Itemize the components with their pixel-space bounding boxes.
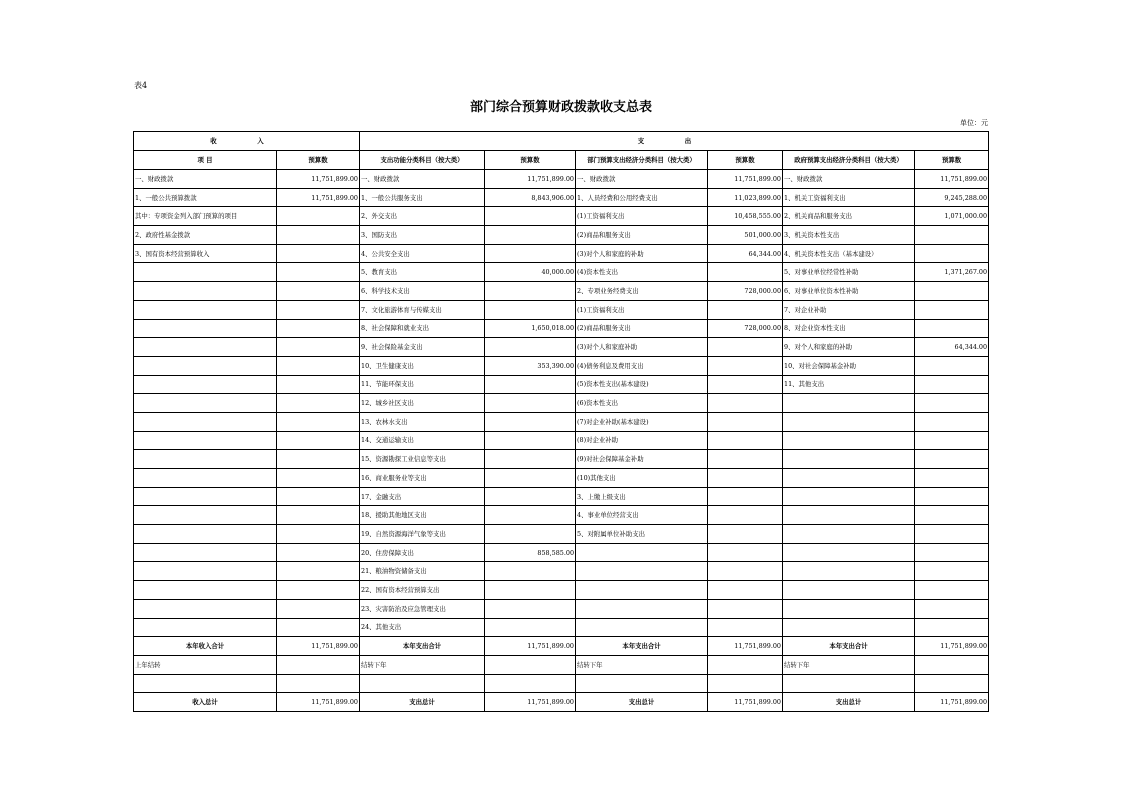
amount-cell	[708, 263, 783, 282]
amount-cell	[915, 543, 989, 562]
amount-cell	[485, 450, 576, 469]
table-row	[134, 188, 989, 207]
item-cell: (1)工资福利支出	[576, 300, 708, 319]
table-row	[134, 487, 989, 506]
column-header: 预算数	[485, 151, 576, 170]
amount-cell	[915, 618, 989, 637]
table-row	[134, 394, 989, 413]
amount-cell	[277, 599, 360, 618]
amount-cell: 11,751,899.00	[915, 693, 989, 712]
item-cell	[134, 394, 277, 413]
table-row	[134, 431, 989, 450]
amount-cell	[277, 244, 360, 263]
amount-cell	[708, 655, 783, 674]
item-cell: 本年收入合计	[134, 637, 277, 656]
table-row	[134, 375, 989, 394]
item-cell: 2、机关商品和服务支出	[783, 207, 915, 226]
amount-cell: 11,751,899.00	[708, 637, 783, 656]
amount-cell	[485, 207, 576, 226]
amount-cell: 11,751,899.00	[277, 637, 360, 656]
item-cell: 14、交通运输支出	[360, 431, 485, 450]
table-row	[134, 356, 989, 375]
table-row	[134, 207, 989, 226]
amount-cell: 501,000.00	[708, 226, 783, 245]
item-cell: 6、科学技术支出	[360, 282, 485, 301]
column-header: 预算数	[915, 151, 989, 170]
item-cell: (10)其他支出	[576, 469, 708, 488]
table-row	[134, 244, 989, 263]
item-cell: 22、国有资本经营预算支出	[360, 581, 485, 600]
item-cell: 其中：专项资金列入部门预算的项目	[134, 207, 277, 226]
amount-cell	[708, 356, 783, 375]
table-row	[134, 469, 989, 488]
table-row	[134, 562, 989, 581]
amount-cell	[915, 282, 989, 301]
item-cell: 3、国有资本经营预算收入	[134, 244, 277, 263]
item-cell	[134, 282, 277, 301]
amount-cell	[485, 655, 576, 674]
item-cell	[134, 487, 277, 506]
item-cell	[783, 599, 915, 618]
amount-cell: 11,751,899.00	[708, 170, 783, 189]
item-cell: 7、对企业补助	[783, 300, 915, 319]
item-cell: (4)债务利息及费用支出	[576, 356, 708, 375]
item-cell	[783, 581, 915, 600]
item-cell	[134, 263, 277, 282]
table-row	[134, 450, 989, 469]
amount-cell: 1,650,018.00	[485, 319, 576, 338]
amount-cell: 64,344.00	[708, 244, 783, 263]
amount-cell	[915, 226, 989, 245]
item-cell	[134, 431, 277, 450]
amount-cell	[485, 618, 576, 637]
amount-cell	[708, 543, 783, 562]
amount-cell: 11,751,899.00	[485, 170, 576, 189]
item-cell: (2)商品和服务支出	[576, 226, 708, 245]
year-total-row	[134, 637, 989, 656]
amount-cell	[915, 487, 989, 506]
amount-cell	[708, 618, 783, 637]
amount-cell	[708, 581, 783, 600]
amount-cell	[485, 562, 576, 581]
amount-cell	[277, 394, 360, 413]
item-cell: 8、对企业资本性支出	[783, 319, 915, 338]
amount-cell	[485, 487, 576, 506]
amount-cell	[708, 525, 783, 544]
amount-cell: 728,000.00	[708, 319, 783, 338]
amount-cell: 11,751,899.00	[915, 637, 989, 656]
item-cell: 本年支出合计	[783, 637, 915, 656]
amount-cell: 11,751,899.00	[277, 170, 360, 189]
item-cell: 2、专项业务经费支出	[576, 282, 708, 301]
item-cell: 15、资源勘探工业信息等支出	[360, 450, 485, 469]
amount-cell	[277, 375, 360, 394]
amount-cell	[915, 431, 989, 450]
item-cell: 收入总计	[134, 693, 277, 712]
item-cell	[576, 543, 708, 562]
item-cell	[134, 469, 277, 488]
amount-cell	[485, 282, 576, 301]
item-cell: 23、灾害防治及应急管理支出	[360, 599, 485, 618]
amount-cell	[277, 543, 360, 562]
table-row	[134, 170, 989, 189]
item-cell: 2、外交支出	[360, 207, 485, 226]
amount-cell: 11,751,899.00	[277, 693, 360, 712]
item-cell: 1、人员经费和公用经费支出	[576, 188, 708, 207]
amount-cell: 40,000.00	[485, 263, 576, 282]
amount-cell	[485, 338, 576, 357]
expense-section-header: 支 出	[360, 132, 989, 151]
amount-cell: 11,751,899.00	[485, 693, 576, 712]
amount-cell	[708, 300, 783, 319]
table-row	[134, 263, 989, 282]
table-row	[134, 506, 989, 525]
item-cell	[134, 319, 277, 338]
amount-cell: 11,751,899.00	[485, 637, 576, 656]
amount-cell	[915, 244, 989, 263]
item-cell: (1)工资福利支出	[576, 207, 708, 226]
empty-cell	[783, 674, 915, 693]
amount-cell: 8,843,906.00	[485, 188, 576, 207]
amount-cell	[485, 525, 576, 544]
item-cell: 一、财政拨款	[576, 170, 708, 189]
amount-cell: 11,751,899.00	[277, 188, 360, 207]
amount-cell	[277, 618, 360, 637]
item-cell: 11、其他支出	[783, 375, 915, 394]
item-cell: 支出总计	[360, 693, 485, 712]
amount-cell	[485, 581, 576, 600]
item-cell: (9)对社会保障基金补助	[576, 450, 708, 469]
table-row	[134, 543, 989, 562]
amount-cell	[485, 226, 576, 245]
item-cell: 2、政府性基金拨款	[134, 226, 277, 245]
item-cell: 3、机关资本性支出	[783, 226, 915, 245]
amount-cell	[915, 375, 989, 394]
item-cell	[134, 506, 277, 525]
amount-cell	[915, 506, 989, 525]
item-cell: 18、援助其他地区支出	[360, 506, 485, 525]
item-cell: 9、社会保险基金支出	[360, 338, 485, 357]
item-cell: (3)对个人和家庭的补助	[576, 244, 708, 263]
amount-cell: 858,585.00	[485, 543, 576, 562]
amount-cell	[277, 506, 360, 525]
amount-cell	[708, 431, 783, 450]
item-cell: 16、商业服务业等支出	[360, 469, 485, 488]
item-cell: 17、金融支出	[360, 487, 485, 506]
amount-cell	[277, 655, 360, 674]
income-section-header: 收 入	[134, 132, 360, 151]
item-cell	[134, 300, 277, 319]
item-cell: 4、机关资本性支出（基本建设）	[783, 244, 915, 263]
item-cell: (2)商品和服务支出	[576, 319, 708, 338]
item-cell: 本年支出合计	[576, 637, 708, 656]
item-cell: 19、自然资源海洋气象等支出	[360, 525, 485, 544]
column-header: 预算数	[277, 151, 360, 170]
carry-over-row	[134, 655, 989, 674]
column-header: 项 目	[134, 151, 277, 170]
empty-cell	[576, 674, 708, 693]
amount-cell	[915, 394, 989, 413]
item-cell	[783, 618, 915, 637]
amount-cell: 728,000.00	[708, 282, 783, 301]
item-cell	[576, 562, 708, 581]
empty-cell	[485, 674, 576, 693]
amount-cell	[277, 487, 360, 506]
amount-cell	[915, 412, 989, 431]
amount-cell	[708, 506, 783, 525]
page-title: 部门综合预算财政拨款收支总表	[469, 100, 652, 115]
amount-cell	[485, 506, 576, 525]
amount-cell	[277, 525, 360, 544]
item-cell	[134, 412, 277, 431]
item-cell	[783, 562, 915, 581]
item-cell: 5、教育支出	[360, 263, 485, 282]
item-cell: 1、一般公共预算拨款	[134, 188, 277, 207]
item-cell: 一、财政拨款	[134, 170, 277, 189]
item-cell	[134, 581, 277, 600]
item-cell: 1、机关工资福利支出	[783, 188, 915, 207]
amount-cell: 64,344.00	[915, 338, 989, 357]
empty-cell	[360, 674, 485, 693]
amount-cell	[708, 375, 783, 394]
table-row	[134, 338, 989, 357]
item-cell: (5)资本性支出(基本建设)	[576, 375, 708, 394]
item-cell: 3、上缴上级支出	[576, 487, 708, 506]
table-row	[134, 581, 989, 600]
item-cell: 11、节能环保支出	[360, 375, 485, 394]
amount-cell	[277, 282, 360, 301]
item-cell: 24、其他支出	[360, 618, 485, 637]
item-cell: (8)对企业补助	[576, 431, 708, 450]
item-cell: 5、对附属单位补助支出	[576, 525, 708, 544]
item-cell: 12、城乡社区支出	[360, 394, 485, 413]
item-cell	[576, 599, 708, 618]
item-cell	[783, 525, 915, 544]
table-row	[134, 282, 989, 301]
empty-cell	[277, 674, 360, 693]
amount-cell	[915, 356, 989, 375]
item-cell: 本年支出合计	[360, 637, 485, 656]
amount-cell	[277, 356, 360, 375]
amount-cell	[915, 562, 989, 581]
empty-cell	[915, 674, 989, 693]
amount-cell	[277, 562, 360, 581]
amount-cell	[485, 599, 576, 618]
amount-cell	[915, 300, 989, 319]
column-header: 支出功能分类科目（按大类）	[360, 151, 485, 170]
amount-cell: 353,390.00	[485, 356, 576, 375]
table-row	[134, 412, 989, 431]
section-header-row	[134, 132, 989, 151]
item-cell	[576, 618, 708, 637]
empty-cell	[134, 674, 277, 693]
amount-cell	[915, 525, 989, 544]
amount-cell	[277, 431, 360, 450]
item-cell: 支出总计	[783, 693, 915, 712]
item-cell	[783, 543, 915, 562]
amount-cell	[915, 450, 989, 469]
item-cell: (6)资本性支出	[576, 394, 708, 413]
item-cell: 结转下年	[576, 655, 708, 674]
item-cell: 结转下年	[360, 655, 485, 674]
item-cell: 10、卫生健康支出	[360, 356, 485, 375]
item-cell	[576, 581, 708, 600]
amount-cell	[915, 581, 989, 600]
item-cell	[783, 412, 915, 431]
column-header-row	[134, 151, 989, 170]
budget-table	[133, 131, 989, 712]
amount-cell	[485, 300, 576, 319]
table-number-label: 表4	[134, 81, 148, 90]
item-cell: (7)对企业补助(基本建设)	[576, 412, 708, 431]
item-cell: 4、事业单位经营支出	[576, 506, 708, 525]
table-row	[134, 300, 989, 319]
amount-cell: 1,371,267.00	[915, 263, 989, 282]
amount-cell: 11,023,899.00	[708, 188, 783, 207]
amount-cell	[277, 263, 360, 282]
item-cell: 7、文化旅游体育与传媒支出	[360, 300, 485, 319]
item-cell: 20、住房保障支出	[360, 543, 485, 562]
amount-cell	[485, 469, 576, 488]
grand-total-row	[134, 693, 989, 712]
table-row	[134, 319, 989, 338]
item-cell: (3)对个人和家庭补助	[576, 338, 708, 357]
item-cell: 6、对事业单位资本性补助	[783, 282, 915, 301]
amount-cell	[708, 487, 783, 506]
item-cell: (4)资本性支出	[576, 263, 708, 282]
item-cell	[134, 599, 277, 618]
spacer-row	[134, 674, 989, 693]
item-cell: 8、社会保障和就业支出	[360, 319, 485, 338]
table-row	[134, 618, 989, 637]
item-cell	[134, 338, 277, 357]
amount-cell	[485, 375, 576, 394]
amount-cell	[277, 338, 360, 357]
amount-cell	[915, 319, 989, 338]
item-cell	[783, 506, 915, 525]
item-cell: 10、对社会保障基金补助	[783, 356, 915, 375]
amount-cell	[485, 394, 576, 413]
amount-cell	[915, 655, 989, 674]
amount-cell: 11,751,899.00	[708, 693, 783, 712]
item-cell: 1、一般公共服务支出	[360, 188, 485, 207]
amount-cell	[915, 599, 989, 618]
amount-cell	[708, 394, 783, 413]
item-cell	[134, 562, 277, 581]
amount-cell	[277, 581, 360, 600]
amount-cell	[708, 412, 783, 431]
amount-cell	[485, 244, 576, 263]
item-cell	[134, 618, 277, 637]
item-cell: 13、农林水支出	[360, 412, 485, 431]
amount-cell	[277, 226, 360, 245]
amount-cell	[277, 319, 360, 338]
item-cell	[134, 375, 277, 394]
column-header: 预算数	[708, 151, 783, 170]
amount-cell	[708, 338, 783, 357]
item-cell	[783, 469, 915, 488]
amount-cell	[277, 412, 360, 431]
table-row	[134, 599, 989, 618]
amount-cell	[277, 450, 360, 469]
item-cell: 5、对事业单位经常性补助	[783, 263, 915, 282]
item-cell	[134, 450, 277, 469]
item-cell: 一、财政拨款	[783, 170, 915, 189]
column-header: 政府预算支出经济分类科目（按大类）	[783, 151, 915, 170]
item-cell	[783, 450, 915, 469]
amount-cell	[708, 599, 783, 618]
column-header: 部门预算支出经济分类科目（按大类）	[576, 151, 708, 170]
item-cell: 支出总计	[576, 693, 708, 712]
amount-cell	[485, 431, 576, 450]
item-cell	[134, 543, 277, 562]
item-cell: 21、粮油物资储备支出	[360, 562, 485, 581]
item-cell	[783, 487, 915, 506]
amount-cell	[708, 469, 783, 488]
amount-cell: 9,245,288.00	[915, 188, 989, 207]
item-cell: 一、财政拨款	[360, 170, 485, 189]
item-cell	[783, 431, 915, 450]
table-row	[134, 226, 989, 245]
amount-cell	[708, 450, 783, 469]
item-cell: 4、公共安全支出	[360, 244, 485, 263]
empty-cell	[708, 674, 783, 693]
amount-cell	[277, 300, 360, 319]
unit-label: 单位：元	[960, 119, 988, 127]
item-cell: 上年结转	[134, 655, 277, 674]
item-cell: 9、对个人和家庭的补助	[783, 338, 915, 357]
item-cell: 3、国防支出	[360, 226, 485, 245]
item-cell	[134, 356, 277, 375]
amount-cell: 1,071,000.00	[915, 207, 989, 226]
amount-cell	[485, 412, 576, 431]
amount-cell: 10,458,555.00	[708, 207, 783, 226]
table-row	[134, 525, 989, 544]
amount-cell	[708, 562, 783, 581]
amount-cell	[277, 469, 360, 488]
amount-cell: 11,751,899.00	[915, 170, 989, 189]
amount-cell	[915, 469, 989, 488]
amount-cell	[277, 207, 360, 226]
item-cell	[783, 394, 915, 413]
item-cell: 结转下年	[783, 655, 915, 674]
item-cell	[134, 525, 277, 544]
